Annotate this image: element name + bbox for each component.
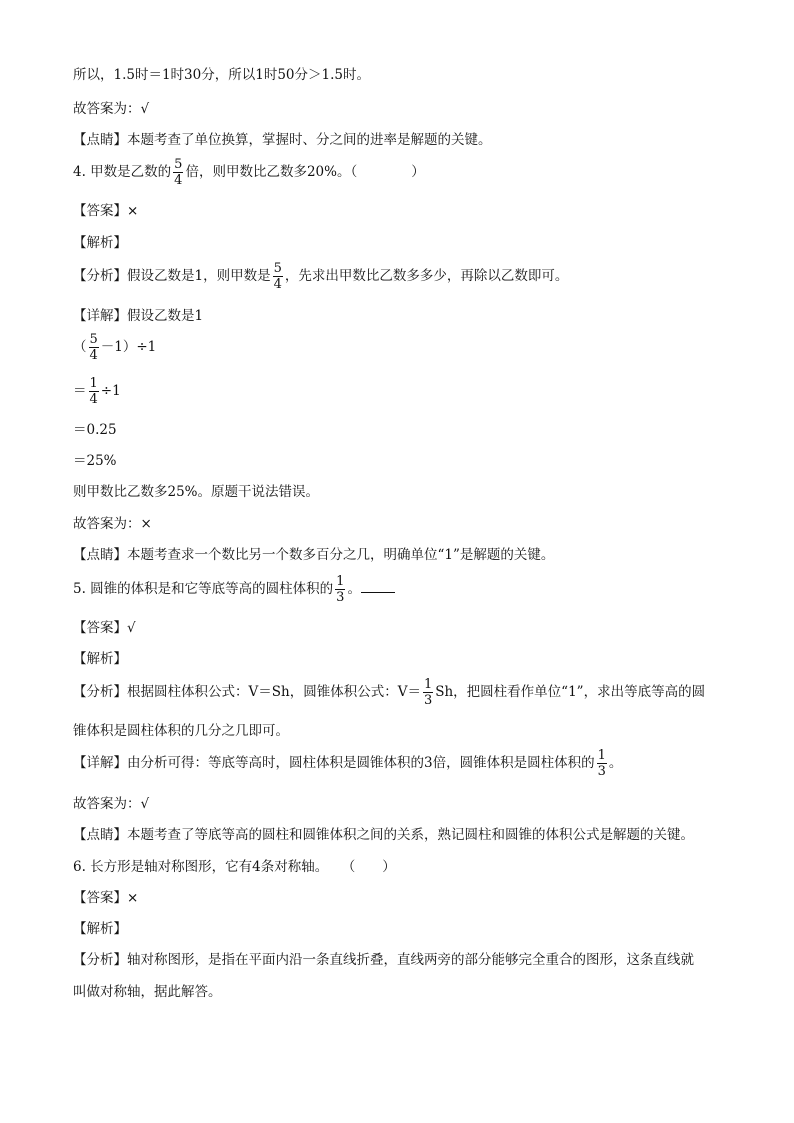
text-line: 则甲数比乙数多25%。原题干说法错误。 [73, 484, 320, 500]
question-6: 6. 长方形是轴对称图形，它有4条对称轴。 （ ） [73, 859, 396, 875]
text-line: 故答案为：√ [73, 796, 150, 812]
fraction: $\frac{5}{4}$ [89, 332, 98, 363]
fraction: $\frac{5}{4}$ [273, 261, 282, 292]
analysis-label: 【解析】 [73, 235, 127, 251]
text-line: 故答案为：× [73, 516, 152, 532]
text-line: 【点睛】本题考查求一个数比另一个数多百分之几，明确单位“1”是解题的关键。 [73, 547, 555, 563]
text-line: 【点睛】本题考查了单位换算，掌握时、分之间的进率是解题的关键。 [73, 132, 492, 148]
answer-label: 【答案】× [73, 890, 139, 906]
analysis-text: 【分析】根据圆柱体积公式：V＝Sh，圆锥体积公式：V＝ $\frac{1}{3}$ Sh，把圆柱看作单位“1”，求出等底等高的圆 [73, 677, 706, 708]
calc-line: （ $\frac{5}{4}$ －1）÷1 [73, 332, 157, 363]
analysis-text: 锥体积是圆柱体积的几分之几即可。 [73, 723, 289, 739]
detail-text: 【详解】假设乙数是1 [73, 308, 204, 324]
calc-line: ＝25% [73, 453, 117, 469]
analysis-text: 【分析】假设乙数是1，则甲数是 $\frac{5}{4}$ ，先求出甲数比乙数多多少，再除以乙数即可。 [73, 261, 569, 292]
text-line: 所以，1.5时＝1时30分，所以1时50分＞1.5时。 [73, 67, 370, 83]
fraction: $\frac{5}{4}$ [174, 157, 183, 188]
analysis-label: 【解析】 [73, 921, 127, 937]
fraction: $\frac{1}{3}$ [423, 677, 433, 708]
fraction: $\frac{1}{3}$ [597, 748, 606, 779]
text-line: 【点睛】本题考查了等底等高的圆柱和圆锥体积之间的关系，熟记圆柱和圆锥的体积公式是解题的关键。 [73, 827, 694, 843]
fraction: $\frac{1}{4}$ [89, 376, 98, 407]
text-line: 故答案为：√ [73, 101, 150, 117]
analysis-text: 叫做对称轴，据此解答。 [73, 984, 222, 1000]
analysis-text: 【分析】轴对称图形，是指在平面内沿一条直线折叠，直线两旁的部分能够完全重合的图形，这条直线就 [73, 952, 694, 968]
question-5: 5. 圆锥的体积是和它等底等高的圆柱体积的 $\frac{1}{3}$ 。 [73, 575, 395, 604]
answer-blank [361, 580, 395, 593]
answer-label: 【答案】× [73, 203, 139, 219]
question-4: 4. 甲数是乙数的 $\frac{5}{4}$ 倍，则甲数比乙数多20%。（ ） [73, 157, 425, 188]
calc-line: ＝0.25 [73, 422, 117, 438]
analysis-label: 【解析】 [73, 651, 127, 667]
answer-label: 【答案】√ [73, 620, 136, 636]
fraction: $\frac{1}{3}$ [336, 574, 345, 605]
detail-text: 【详解】由分析可得：等底等高时，圆柱体积是圆锥体积的3倍，圆锥体积是圆柱体积的 $\frac{1}{3}$ 。 [73, 748, 623, 779]
calc-line: ＝ $\frac{1}{4}$ ÷1 [73, 376, 121, 407]
